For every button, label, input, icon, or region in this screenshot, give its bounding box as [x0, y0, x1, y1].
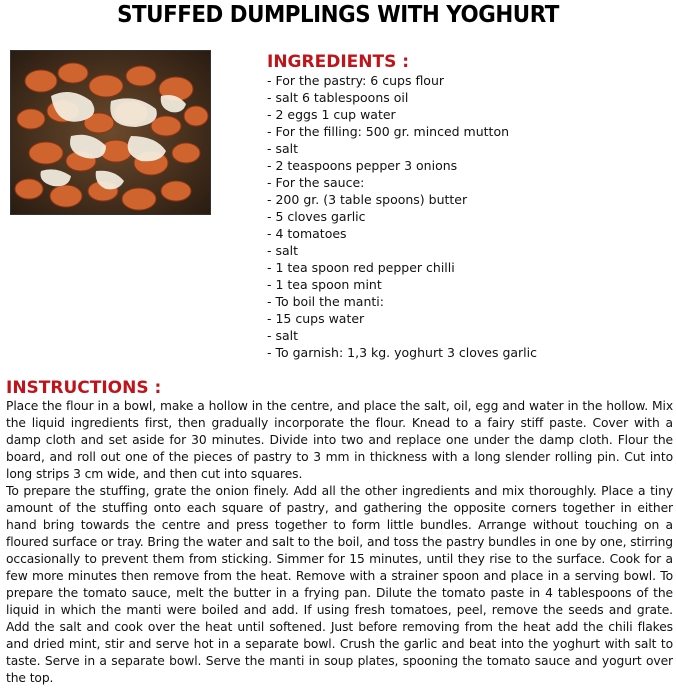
ingredient-item: - salt 6 tablespoons oil	[267, 90, 409, 105]
ingredient-item: - 4 tomatoes	[267, 226, 347, 241]
page-title: STUFFED DUMPLINGS WITH YOGHURT	[117, 2, 559, 28]
ingredient-item: - 1 tea spoon mint	[267, 277, 382, 292]
instructions-section	[6, 378, 673, 687]
ingredients-heading: INGREDIENTS :	[267, 52, 410, 72]
ingredient-item: - For the sauce:	[267, 175, 365, 190]
ingredient-item: - salt	[267, 328, 299, 343]
ingredient-item: - 200 gr. (3 table spoons) butter	[267, 192, 468, 207]
ingredient-item: - salt	[267, 141, 299, 156]
instructions-heading: INSTRUCTIONS :	[6, 378, 162, 398]
ingredients-list	[267, 72, 667, 361]
ingredients-section	[267, 52, 667, 361]
instructions-body	[6, 398, 673, 687]
ingredient-item: - For the pastry: 6 cups flour	[267, 73, 445, 88]
ingredient-item: - To boil the manti:	[267, 294, 384, 309]
instructions-paragraph: Place the flour in a bowl, make a hollow in the centre, and place the salt, oil, egg and water in the hollow. Mix the liquid ingredients first, then gradually incorporate the flour. Knead to a fairy stiff paste. Cover with a damp cloth and set aside for 30 minutes. Divide into two and replace one under the damp cloth. Flour the board, and roll out one of the pieces of pastry to 3 mm in thickness with a long slender rolling pin. Cut into long strips 3 cm wide, and then cut into squares.	[6, 399, 673, 481]
ingredient-item: - 5 cloves garlic	[267, 209, 366, 224]
ingredient-item: - 2 teaspoons pepper 3 onions	[267, 158, 458, 173]
ingredient-item: - 15 cups water	[267, 311, 365, 326]
ingredient-item: - To garnish: 1,3 kg. yoghurt 3 cloves garlic	[267, 345, 538, 360]
ingredient-item: - For the filling: 500 gr. minced mutton	[267, 124, 510, 139]
ingredient-item: - 2 eggs 1 cup water	[267, 107, 396, 122]
ingredient-item: - 1 tea spoon red pepper chilli	[267, 260, 455, 275]
instructions-paragraph: To prepare the stuffing, grate the onion finely. Add all the other ingredients and mix thoroughly. Place a tiny amount of the stuffing onto each square of pastry, and gathering the opposite corners together in either hand bring towards the centre and press together to form little bundles. Arrange without touching on a floured surface or tray. Bring the water and salt to the boil, and toss the pastry bundles in one by one, stirring occasionally to prevent them from sticking. Simmer for 15 minutes, until they rise to the surface. Cook for a few more minutes then remove from the heat. Remove with a strainer spoon and place in a serving bowl. To prepare the tomato sauce, melt the butter in a frying pan. Dilute the tomato paste in 4 tablespoons of the liquid in which the manti were boiled and add. If using fresh tomatoes, peel, remove the seeds and grate. Add the salt and cook over the heat until softened. Just before removing from the heat add the chili flakes and dried mint, stir and serve hot in a separate bowl. Crush the garlic and beat into the yoghurt with salt to taste. Serve in a separate bowl. Serve the manti in soup plates, spooning the tomato sauce and yogurt over the top.	[6, 484, 673, 685]
ingredient-item: - salt	[267, 243, 299, 258]
dish-photo	[10, 50, 211, 215]
